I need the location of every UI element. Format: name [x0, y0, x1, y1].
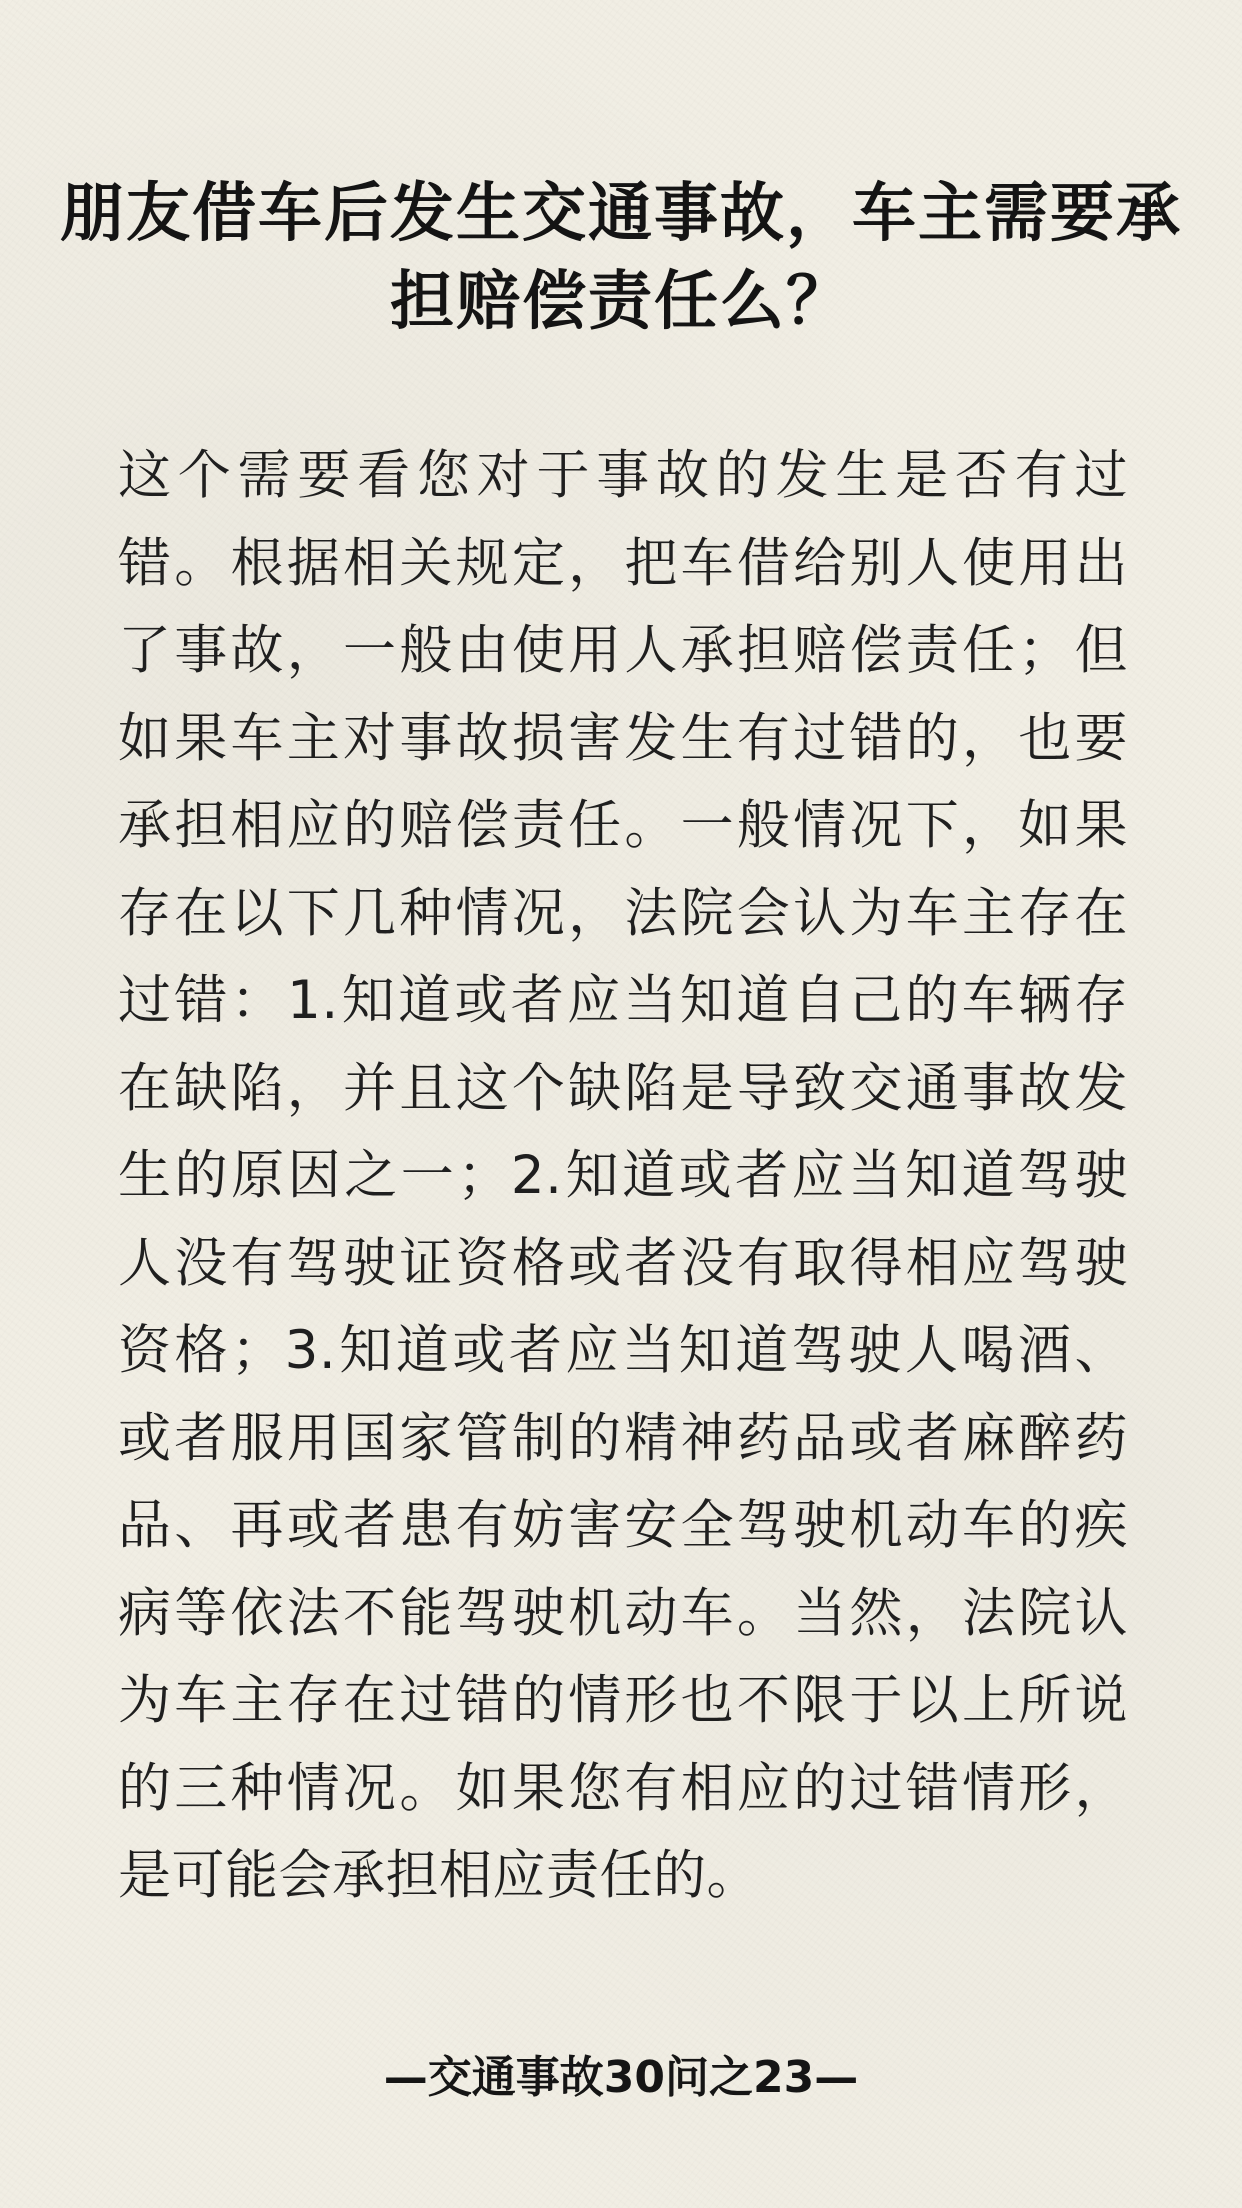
article-body: 这个需要看您对于事故的发生是否有过错。根据相关规定，把车借给别人使用出了事故，一般由使用人承担赔偿责任；但如果车主对事故损害发生有过错的，也要承担相应的赔偿责任。一般情况下，如果存在以下几种情况，法院会认为车主存在过错：1.知道或者应当知道自己的车辆存在缺陷，并且这个缺陷是导致交通事故发生的原因之一；2.知道或者应当知道驾驶人没有驾驶证资格或者没有取得相应驾驶资格；3.知道或者应当知道驾驶人喝酒、或者服用国家管制的精神药品或者麻醉药品、再或者患有妨害安全驾驶机动车的疾病等依法不能驾驶机动车。当然，法院认为车主存在过错的情形也不限于以上所说的三种情况。如果您有相应的过错情形，是可能会承担相应责任的。	[118, 445, 1128, 1906]
article-title: 朋友借车后发生交通事故，车主需要承担赔偿责任么？	[60, 176, 1182, 339]
series-footer: —交通事故30问之23—	[383, 2052, 859, 2103]
